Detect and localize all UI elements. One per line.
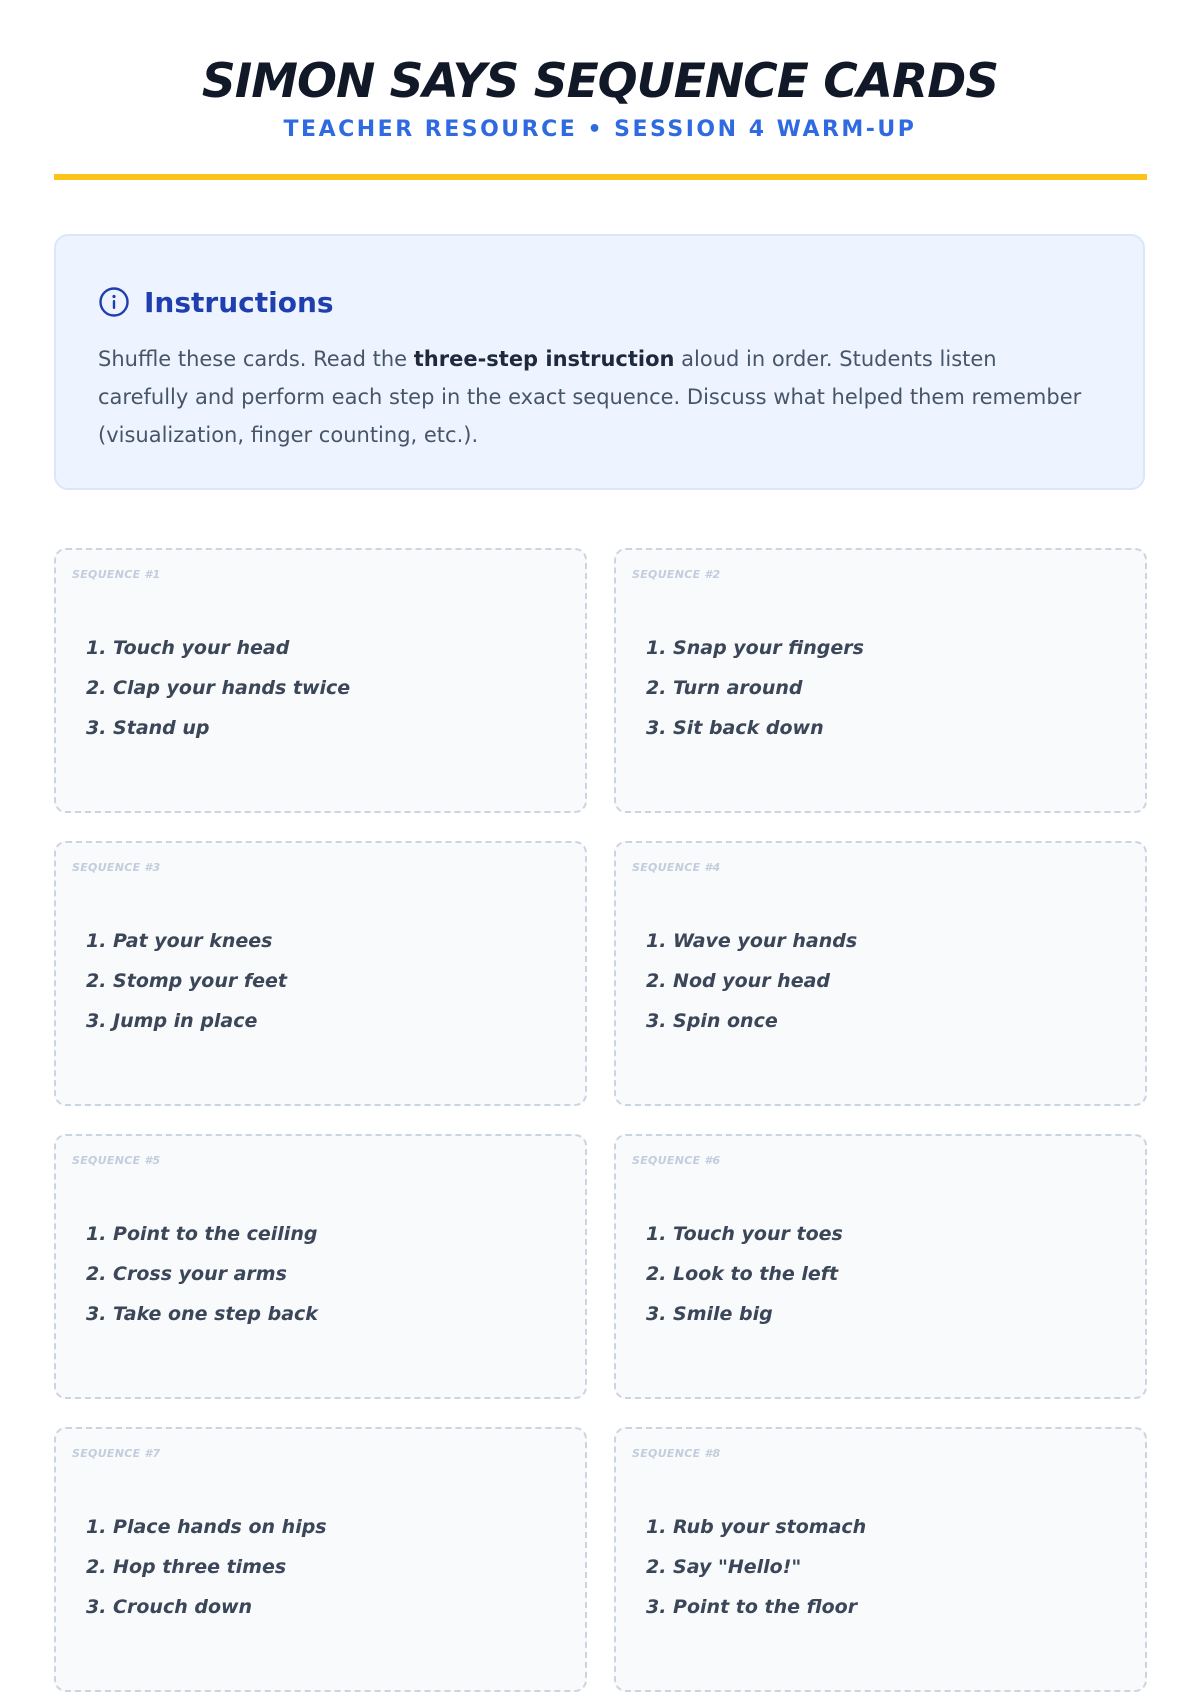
sequence-card xyxy=(54,548,587,813)
sequence-step: 3. Stand up xyxy=(86,717,210,739)
sequence-card-label: SEQUENCE #3 xyxy=(72,861,161,874)
sequence-card-label: SEQUENCE #8 xyxy=(632,1447,721,1460)
sequence-steps xyxy=(646,1507,866,1627)
sequence-step: 2. Turn around xyxy=(646,677,803,699)
instructions-text xyxy=(98,340,1088,454)
sequence-step: 2. Nod your head xyxy=(646,970,831,992)
sequence-card xyxy=(614,548,1147,813)
sequence-step: 3. Take one step back xyxy=(86,1303,318,1325)
header-divider xyxy=(54,174,1147,180)
sequence-card-label: SEQUENCE #6 xyxy=(632,1154,721,1167)
sequence-card xyxy=(614,1134,1147,1399)
sequence-step: 1. Point to the ceiling xyxy=(86,1223,318,1245)
instructions-text-part: aloud in order. Students listen carefully and perform each step in the exact sequence. Discuss what helped them remember (visualization, finger counting, etc.). xyxy=(98,347,1082,447)
sequence-steps xyxy=(86,1214,318,1334)
sequence-step: 2. Clap your hands twice xyxy=(86,677,351,699)
sequence-step: 1. Snap your fingers xyxy=(646,637,864,659)
sequence-step: 3. Crouch down xyxy=(86,1596,253,1618)
page-subtitle: TEACHER RESOURCE • SESSION 4 WARM-UP xyxy=(283,117,917,142)
sequence-step: 1. Rub your stomach xyxy=(646,1516,867,1538)
instructions-heading xyxy=(98,284,334,320)
sequence-step: 1. Touch your toes xyxy=(646,1223,843,1245)
sequence-step: 2. Cross your arms xyxy=(86,1263,287,1285)
instructions-panel xyxy=(54,234,1145,490)
sequence-step: 3. Sit back down xyxy=(646,717,824,739)
sequence-card xyxy=(54,1134,587,1399)
sequence-steps xyxy=(646,628,864,748)
sequence-step: 3. Smile big xyxy=(646,1303,773,1325)
sequence-steps xyxy=(646,1214,843,1334)
sequence-steps xyxy=(86,921,287,1041)
page-title: SIMON SAYS SEQUENCE CARDS xyxy=(201,54,999,109)
sequence-steps xyxy=(86,1507,327,1627)
sequence-step: 1. Touch your head xyxy=(86,637,290,659)
sequence-step: 1. Pat your knees xyxy=(86,930,273,952)
sequence-card-label: SEQUENCE #1 xyxy=(72,568,161,581)
sequence-step: 1. Wave your hands xyxy=(646,930,858,952)
sequence-card xyxy=(614,1427,1147,1692)
sequence-steps xyxy=(646,921,857,1041)
info-circle-icon xyxy=(98,286,130,318)
sequence-step: 2. Say "Hello!" xyxy=(646,1556,802,1578)
instructions-text-part: Shuffle these cards. Read the xyxy=(98,347,414,371)
sequence-card-label: SEQUENCE #5 xyxy=(72,1154,161,1167)
sequence-card-label: SEQUENCE #2 xyxy=(632,568,721,581)
sequence-step: 3. Spin once xyxy=(646,1010,778,1032)
sequence-step: 3. Point to the floor xyxy=(646,1596,858,1618)
sequence-step: 2. Stomp your feet xyxy=(86,970,287,992)
sequence-card xyxy=(54,841,587,1106)
instructions-text-emphasis: three-step instruction xyxy=(413,347,675,371)
sequence-step: 2. Hop three times xyxy=(86,1556,287,1578)
sequence-card xyxy=(54,1427,587,1692)
sequence-steps xyxy=(86,628,350,748)
sequence-card-label: SEQUENCE #4 xyxy=(632,861,721,874)
sequence-card xyxy=(614,841,1147,1106)
instructions-title: Instructions xyxy=(144,285,334,319)
sequence-step: 1. Place hands on hips xyxy=(86,1516,327,1538)
sequence-step: 3. Jump in place xyxy=(86,1010,258,1032)
sequence-card-label: SEQUENCE #7 xyxy=(72,1447,161,1460)
sequence-step: 2. Look to the left xyxy=(646,1263,839,1285)
